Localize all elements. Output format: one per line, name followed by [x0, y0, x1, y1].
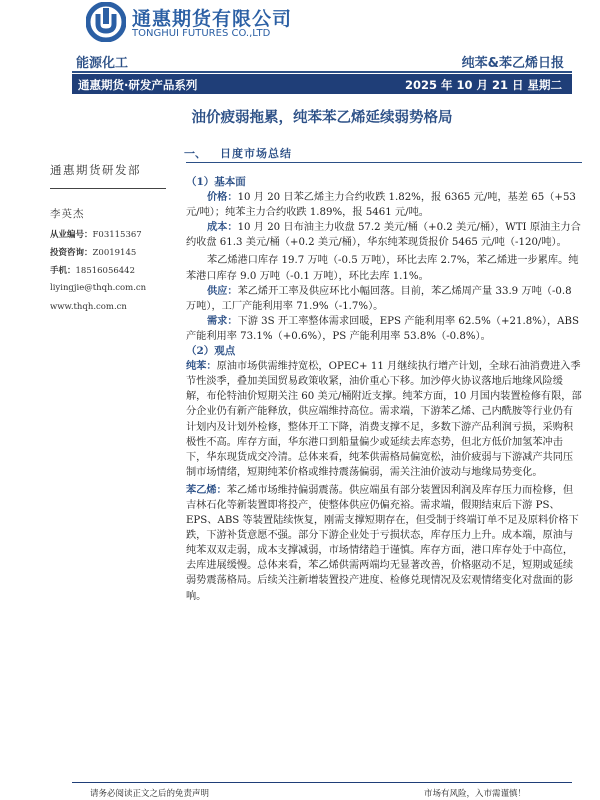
styrene-text: 苯乙烯市场维持偏弱震荡。供应端虽有部分装置因利润及库存压力而检修，但吉林石化等新装置即将投产，使整体供应仍偏充裕。需求端，假期结束后下游 PS、EPS、ABS 等装置陆续恢复，刚需支撑短期存在，但受制于终端订单不足及原料价格下跌，下游补货意愿不强。部分下游企业处于亏损状态，库存压力上升。成本端，原油与纯苯双双走弱，成本支撑减弱，市场情绪趋于谨慎。库存方面，港口库存处于中高位，去库进展缓慢。总体来看，苯乙烯供需两端均无显著改善，价格驱动不足，短期或延续弱势震荡格局。后续关注新增装置投产进度、检修兑现情况及宏观情绪变化对盘面的影响。 — [186, 484, 579, 602]
cost-text: 10 月 20 日布油主力收盘 57.2 美元/桶（+0.2 美元/桶），WTI 原油主力合约收盘 61.3 美元/桶（+0.2 美元/桶），华东纯苯现货报价 5465 元/吨（-120/吨）。 — [186, 222, 581, 249]
supply-label: 供应： — [207, 284, 238, 297]
demand-text: 下游 3S 开工率整体需求回暖，EPS 产能利用率 62.5%（+21.8%），ABS 产能利用率 73.1%（+0.6%），PS 产能利用率 53.8%（-0.8%）。 — [186, 315, 579, 342]
price-paragraph — [186, 190, 582, 220]
benzene-label: 纯苯： — [186, 360, 217, 373]
supply-text: 苯乙烯开工率及供应环比小幅回落。目前，苯乙烯周产量 33.9 万吨（-0.8 万吨），工厂产能利用率 71.9%（-1.7%）。 — [186, 285, 572, 312]
demand-paragraph — [186, 314, 582, 344]
risk-warning: 市场有风险，入市需谨慎！ — [423, 789, 526, 799]
benzene-paragraph — [186, 359, 582, 480]
company-name-en: TONGHUI FUTURES CO.,LTD — [132, 28, 271, 39]
website-value[interactable]: www.thqh.com.cn — [50, 302, 127, 312]
email-row — [50, 283, 146, 293]
disclaimer-note: 请务必阅读正文之后的免责声明 — [90, 789, 210, 799]
consult-label: 投资咨询： — [50, 248, 93, 258]
price-text: 10 月 20 日苯乙烯主力合约收跌 1.82%，报 6365 元/吨，基差 65（+53 元/吨）；纯苯主力合约收跌 1.89%，报 5461 元/吨。 — [186, 192, 576, 219]
phone-row — [50, 264, 135, 276]
section-number: 一、 — [184, 147, 206, 160]
license-label: 从业编号： — [50, 230, 93, 240]
report-subheader — [72, 74, 572, 94]
benzene-text: 原油市场供需维持宽松，OPEC+ 11 月继续执行增产计划，全球石油消费进入季节性淡季，叠加美国贸易政策收紧，油价重心下移。加沙停火协议落地后地缘风险缓解，布伦特油价短期关注 60 美元/桶附近支撑。纯苯方面，10 月国内装置检修有限，部分企业仍有新产能释放，供应端维持高位。需求端，下游苯乙烯、己内酰胺等行业仍有计划内及计划外检修，整体开工下降，消费支撑不足，多数下游产品利润亏损，采购积极性不高。库存方面，华东港口到船量偏少或延续去库态势，但北方低价加氢苯冲击下，华东现货成交冷清。总体来看，纯苯供需格局偏宽松，油价疲弱与下游减产共同压制市场情绪，短期纯苯价格或维持震荡偏弱，需关注油价波动与地缘局势变化。 — [186, 361, 582, 478]
phone-label: 手机： — [50, 266, 76, 276]
analyst-name: 李英杰 — [50, 208, 85, 220]
company-logo-mark-icon — [86, 2, 126, 42]
report-body — [186, 175, 582, 604]
report-date: 2025 年 10 月 21 日 星期二 — [404, 78, 562, 92]
price-label: 价格： — [207, 191, 238, 204]
cost-label: 成本： — [207, 221, 238, 234]
styrene-paragraph — [186, 483, 582, 604]
website-row — [50, 302, 127, 312]
section-title: 日度市场总结 — [220, 147, 292, 160]
consult-row — [50, 246, 136, 258]
styrene-label: 苯乙烯： — [186, 483, 227, 496]
section-heading — [186, 145, 582, 163]
cost-paragraph — [186, 220, 582, 250]
series-label: 通惠期货·研发产品系列 — [78, 78, 198, 92]
page-title: 油价疲弱拖累，纯苯苯乙烯延续弱势格局 — [191, 110, 453, 126]
email-value[interactable]: liyingjie@thqh.com.cn — [50, 283, 147, 293]
license-value: F03115367 — [92, 230, 142, 240]
license-row — [50, 228, 142, 240]
inventory-paragraph: 苯乙烯港口库存 19.7 万吨（-0.5 万吨），环比去库 2.7%，苯乙烯进一步累库。纯苯港口库存 9.0 万吨（-0.1 万吨），环比去库 1.1%。 — [186, 255, 579, 282]
demand-label: 需求： — [207, 314, 238, 327]
subsection-fundamentals: （1）基本面 — [186, 176, 246, 188]
company-name-cn: 通惠期货有限公司 — [132, 8, 293, 30]
subsection-views: （2）观点 — [186, 345, 236, 358]
department-name: 通惠期货研发部 — [50, 163, 141, 177]
page-footer — [72, 782, 572, 799]
phone-value: 18516056442 — [75, 266, 136, 276]
report-type: 纯苯&苯乙烯日报 — [461, 56, 564, 71]
consult-value: Z0019145 — [92, 248, 137, 258]
sidebar-divider — [50, 188, 166, 189]
supply-paragraph — [186, 284, 582, 314]
section-label: 能源化工 — [76, 56, 129, 71]
report-header — [72, 50, 572, 73]
